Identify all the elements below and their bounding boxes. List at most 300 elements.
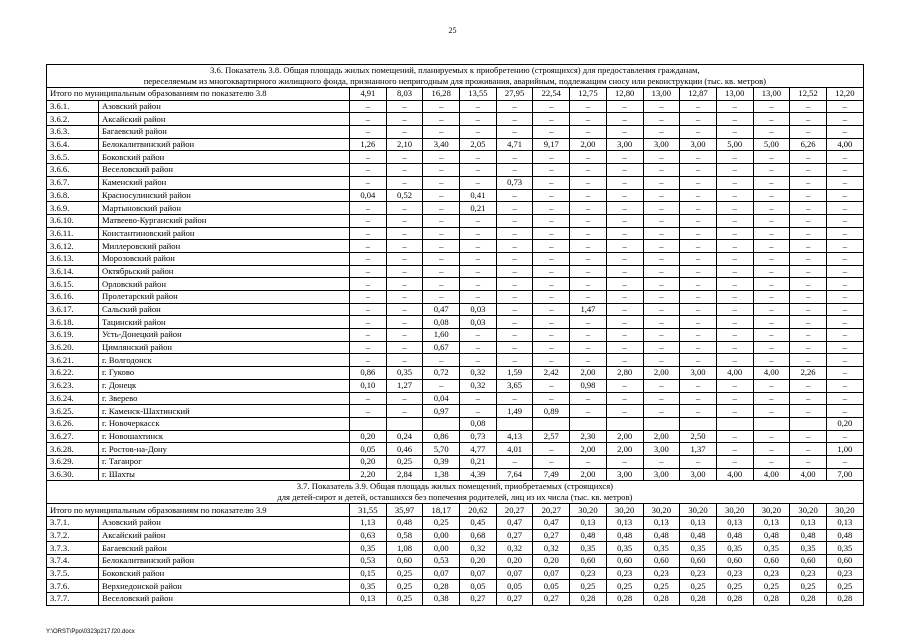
row-value: –	[460, 214, 497, 227]
row-value: 0,13	[643, 517, 680, 530]
row-value: 0,28	[606, 593, 643, 606]
row-value: –	[716, 278, 753, 291]
row-value: –	[716, 227, 753, 240]
row-value: –	[826, 341, 863, 354]
row-value: 0,35	[716, 542, 753, 555]
row-value	[350, 417, 387, 430]
row-code: 3.6.8.	[47, 189, 99, 202]
row-value: –	[350, 278, 387, 291]
row-value: –	[460, 164, 497, 177]
row-name: Багаевский район	[99, 126, 350, 139]
row-value: –	[753, 214, 790, 227]
row-value: 0,07	[496, 567, 533, 580]
row-value: –	[680, 113, 717, 126]
row-value: 0,35	[643, 542, 680, 555]
table-row	[47, 303, 864, 316]
row-name: Веселовский район	[99, 593, 350, 606]
row-value: –	[533, 291, 570, 304]
row-name: г. Зверево	[99, 392, 350, 405]
table-row	[47, 214, 864, 227]
row-value: 0,07	[533, 567, 570, 580]
row-value: –	[790, 252, 827, 265]
table-row	[47, 542, 864, 555]
row-value: 0,23	[606, 567, 643, 580]
row-name: Верхнедонской район	[99, 580, 350, 593]
row-value: –	[716, 303, 753, 316]
row-value: –	[716, 329, 753, 342]
row-value: –	[680, 329, 717, 342]
row-value: 1,49	[496, 405, 533, 418]
total-value: 30,20	[606, 504, 643, 517]
row-value: 0,48	[753, 529, 790, 542]
row-code: 3.6.19.	[47, 329, 99, 342]
row-value: –	[350, 151, 387, 164]
row-value: –	[570, 240, 607, 253]
row-value: 0,13	[680, 517, 717, 530]
row-code: 3.6.18.	[47, 316, 99, 329]
row-value: –	[680, 214, 717, 227]
row-value: –	[826, 367, 863, 380]
row-value: 0,25	[386, 567, 423, 580]
total-value: 16,28	[423, 88, 460, 101]
row-value: –	[386, 240, 423, 253]
row-value: –	[386, 316, 423, 329]
row-value: 0,05	[460, 580, 497, 593]
row-value: –	[386, 113, 423, 126]
row-value: –	[643, 202, 680, 215]
row-value: –	[606, 113, 643, 126]
row-value: –	[423, 379, 460, 392]
row-value: –	[753, 455, 790, 468]
row-value: –	[386, 354, 423, 367]
row-code: 3.6.21.	[47, 354, 99, 367]
row-value: –	[643, 392, 680, 405]
table-row	[47, 240, 864, 253]
row-value: 1,60	[423, 329, 460, 342]
row-value: –	[753, 354, 790, 367]
section-title-line: 3.7. Показатель 3.9. Общая площадь жилых помещений, приобретаемых (строящихся)	[296, 481, 614, 492]
row-value: –	[790, 303, 827, 316]
row-value: –	[460, 252, 497, 265]
row-value: –	[533, 214, 570, 227]
row-value: –	[496, 189, 533, 202]
row-value: –	[643, 329, 680, 342]
row-value: 0,60	[680, 555, 717, 568]
row-name: Октябрьский район	[99, 265, 350, 278]
row-value: 0,48	[606, 529, 643, 542]
row-value: –	[716, 176, 753, 189]
row-value: –	[570, 151, 607, 164]
section-title-line: переселяемым из многоквартирного жилищного фонда, признанного непригодным для проживания, аварийным, подлежащим сносу или реконструкции (тыс. кв. метров)	[143, 76, 767, 86]
row-value: –	[753, 392, 790, 405]
row-value: –	[790, 291, 827, 304]
row-value: 1,37	[680, 443, 717, 456]
row-code: 3.6.14.	[47, 265, 99, 278]
row-value: 0,28	[570, 593, 607, 606]
row-value: –	[606, 100, 643, 113]
row-value: 7,49	[533, 468, 570, 481]
total-value: 13,00	[716, 88, 753, 101]
row-value: 0,97	[423, 405, 460, 418]
row-value: –	[716, 392, 753, 405]
row-value: 2,00	[570, 367, 607, 380]
row-value: –	[716, 265, 753, 278]
table-row	[47, 278, 864, 291]
row-name: Азовский район	[99, 517, 350, 530]
total-value: 13,00	[643, 88, 680, 101]
row-value: 0,20	[826, 417, 863, 430]
row-code: 3.6.24.	[47, 392, 99, 405]
row-value: 0,00	[423, 542, 460, 555]
row-value: –	[496, 265, 533, 278]
row-name: Морозовский район	[99, 252, 350, 265]
section-title	[47, 65, 864, 88]
row-value: –	[570, 329, 607, 342]
row-value: 0,86	[350, 367, 387, 380]
row-name: Тацинский район	[99, 316, 350, 329]
row-value: 0,38	[423, 593, 460, 606]
row-value: –	[606, 252, 643, 265]
row-value: 4,39	[460, 468, 497, 481]
row-value: –	[570, 455, 607, 468]
row-value: –	[753, 126, 790, 139]
row-value: –	[826, 316, 863, 329]
row-value: –	[790, 176, 827, 189]
row-value: –	[350, 341, 387, 354]
row-name: г. Гуково	[99, 367, 350, 380]
row-value: –	[680, 252, 717, 265]
total-value: 13,00	[753, 88, 790, 101]
table-row	[47, 529, 864, 542]
row-value: –	[753, 265, 790, 278]
row-value: –	[790, 354, 827, 367]
row-value: –	[753, 379, 790, 392]
row-value: –	[790, 430, 827, 443]
table-row	[47, 417, 864, 430]
row-value: –	[826, 227, 863, 240]
row-value: 2,00	[570, 468, 607, 481]
row-value: 0,32	[496, 542, 533, 555]
row-value: 0,32	[533, 542, 570, 555]
row-value: –	[606, 176, 643, 189]
row-value: 3,00	[680, 367, 717, 380]
row-value: –	[753, 100, 790, 113]
row-value: 0,00	[423, 529, 460, 542]
total-value: 30,20	[680, 504, 717, 517]
total-value: 12,87	[680, 88, 717, 101]
row-value: –	[753, 113, 790, 126]
row-value: 0,28	[423, 580, 460, 593]
row-value: –	[606, 303, 643, 316]
row-value: 0,47	[533, 517, 570, 530]
row-name: Боковский район	[99, 567, 350, 580]
row-value: –	[753, 405, 790, 418]
row-value: 0,25	[716, 580, 753, 593]
row-value: 0,28	[716, 593, 753, 606]
row-value: 3,00	[680, 468, 717, 481]
row-value: –	[423, 126, 460, 139]
row-value: 0,03	[460, 316, 497, 329]
row-value: –	[460, 354, 497, 367]
row-value: 0,23	[826, 567, 863, 580]
row-value: 0,60	[386, 555, 423, 568]
row-value: –	[716, 291, 753, 304]
row-value: –	[680, 392, 717, 405]
row-value: –	[680, 189, 717, 202]
row-value: –	[680, 240, 717, 253]
row-value: 0,35	[753, 542, 790, 555]
row-value: –	[386, 252, 423, 265]
row-value: 1,26	[350, 138, 387, 151]
row-value: –	[826, 126, 863, 139]
row-value: –	[460, 341, 497, 354]
row-value: –	[350, 100, 387, 113]
row-value: –	[570, 227, 607, 240]
row-value: –	[606, 379, 643, 392]
row-value: –	[386, 303, 423, 316]
row-value: –	[716, 214, 753, 227]
row-value: –	[753, 227, 790, 240]
row-value: –	[423, 291, 460, 304]
row-value: –	[753, 443, 790, 456]
row-value: 0,27	[533, 593, 570, 606]
row-value: –	[716, 252, 753, 265]
row-value: –	[533, 100, 570, 113]
row-value: 2,00	[643, 367, 680, 380]
table-row	[47, 517, 864, 530]
row-value: 4,00	[716, 367, 753, 380]
row-value: –	[826, 265, 863, 278]
row-value: 0,10	[350, 379, 387, 392]
row-value: –	[826, 151, 863, 164]
row-value: 0,73	[496, 176, 533, 189]
row-value: –	[606, 341, 643, 354]
row-value: –	[716, 430, 753, 443]
row-name: г. Новошахтинск	[99, 430, 350, 443]
row-value: 4,00	[753, 468, 790, 481]
row-value	[570, 417, 607, 430]
row-code: 3.6.16.	[47, 291, 99, 304]
row-value: –	[643, 176, 680, 189]
row-value: –	[790, 227, 827, 240]
row-value: –	[753, 252, 790, 265]
row-value	[643, 417, 680, 430]
row-value: 0,86	[423, 430, 460, 443]
page-number: 25	[448, 26, 457, 35]
row-value: –	[423, 265, 460, 278]
row-code: 3.6.15.	[47, 278, 99, 291]
row-value: –	[423, 240, 460, 253]
row-value: –	[533, 189, 570, 202]
row-code: 3.7.6.	[47, 580, 99, 593]
row-value: –	[570, 189, 607, 202]
row-code: 3.6.1.	[47, 100, 99, 113]
row-value: 0,32	[460, 542, 497, 555]
row-value: 0,23	[790, 567, 827, 580]
row-value: 2,30	[570, 430, 607, 443]
row-value: –	[643, 252, 680, 265]
row-value: –	[496, 100, 533, 113]
row-value: 0,21	[460, 202, 497, 215]
row-value: –	[570, 278, 607, 291]
row-value: –	[643, 291, 680, 304]
table-row	[47, 354, 864, 367]
row-value: –	[496, 329, 533, 342]
row-code: 3.6.17.	[47, 303, 99, 316]
row-value: –	[753, 430, 790, 443]
row-name: Цимлянский район	[99, 341, 350, 354]
row-value: –	[753, 291, 790, 304]
total-value: 27,95	[496, 88, 533, 101]
row-value: 0,63	[350, 529, 387, 542]
row-value: –	[350, 392, 387, 405]
total-value: 13,55	[460, 88, 497, 101]
table-row	[47, 265, 864, 278]
section-title-line: 3.6. Показатель 3.8. Общая площадь жилых помещений, планируемых к приобретению (строящихся) для предоставления гражданам,	[210, 65, 700, 75]
row-value: –	[350, 405, 387, 418]
row-value: –	[423, 278, 460, 291]
row-name: г. Каменск-Шахтинский	[99, 405, 350, 418]
row-value: –	[460, 329, 497, 342]
total-value: 30,20	[790, 504, 827, 517]
row-value: 0,13	[716, 517, 753, 530]
row-value: –	[496, 164, 533, 177]
row-value: 0,13	[753, 517, 790, 530]
row-code: 3.6.26.	[47, 417, 99, 430]
row-value: –	[570, 113, 607, 126]
row-value: –	[570, 354, 607, 367]
row-value: –	[460, 126, 497, 139]
total-value: 18,17	[423, 504, 460, 517]
row-value: –	[533, 151, 570, 164]
row-value: 0,05	[496, 580, 533, 593]
row-value: –	[790, 455, 827, 468]
row-value: 0,04	[423, 392, 460, 405]
row-value: –	[386, 278, 423, 291]
table-row	[47, 367, 864, 380]
row-value	[386, 417, 423, 430]
row-value: 4,13	[496, 430, 533, 443]
row-value: –	[533, 164, 570, 177]
row-value: 0,23	[643, 567, 680, 580]
row-value: –	[386, 265, 423, 278]
row-value: –	[826, 100, 863, 113]
row-value: 0,35	[350, 542, 387, 555]
row-value: –	[350, 202, 387, 215]
row-value: –	[496, 126, 533, 139]
row-value: 0,28	[790, 593, 827, 606]
row-value: –	[716, 151, 753, 164]
row-value: 5,00	[716, 138, 753, 151]
row-name: Белокалитвинский район	[99, 138, 350, 151]
row-code: 3.6.9.	[47, 202, 99, 215]
row-value: –	[496, 227, 533, 240]
row-value: –	[570, 164, 607, 177]
row-value: –	[643, 354, 680, 367]
row-value: –	[643, 100, 680, 113]
row-value: –	[423, 151, 460, 164]
row-value: 2,42	[533, 367, 570, 380]
row-value: –	[716, 100, 753, 113]
row-value: 0,25	[570, 580, 607, 593]
table-row	[47, 405, 864, 418]
row-value: 0,53	[423, 555, 460, 568]
total-value: 30,20	[753, 504, 790, 517]
row-value: –	[716, 189, 753, 202]
row-value: –	[606, 227, 643, 240]
row-value: 0,20	[496, 555, 533, 568]
row-value: 1,00	[826, 443, 863, 456]
row-name: Веселовский район	[99, 164, 350, 177]
row-value: –	[460, 278, 497, 291]
total-value: 30,20	[570, 504, 607, 517]
table-row	[47, 176, 864, 189]
row-value	[753, 417, 790, 430]
row-value: 0,27	[460, 593, 497, 606]
row-value: –	[790, 202, 827, 215]
row-value: –	[423, 189, 460, 202]
row-code: 3.6.12.	[47, 240, 99, 253]
row-value: –	[386, 227, 423, 240]
row-name: Боковский район	[99, 151, 350, 164]
row-value: 0,41	[460, 189, 497, 202]
section-title-line: для детей-сирот и детей, оставшихся без попечения родителей, лиц из их числа (тыс. кв. метров)	[277, 492, 633, 503]
row-value: –	[790, 126, 827, 139]
row-value: –	[790, 316, 827, 329]
row-value: –	[350, 113, 387, 126]
row-value: –	[460, 227, 497, 240]
row-value: –	[606, 405, 643, 418]
row-value: 0,25	[643, 580, 680, 593]
row-value: –	[680, 126, 717, 139]
row-value: –	[753, 202, 790, 215]
row-value: –	[496, 151, 533, 164]
row-value: 0,25	[753, 580, 790, 593]
row-value: 0,13	[790, 517, 827, 530]
row-value: 0,08	[460, 417, 497, 430]
row-value	[496, 417, 533, 430]
row-value: –	[533, 113, 570, 126]
row-value: –	[606, 265, 643, 278]
row-value: –	[606, 278, 643, 291]
table-row	[47, 189, 864, 202]
row-value: 0,35	[826, 542, 863, 555]
row-value: –	[826, 202, 863, 215]
row-value: –	[716, 443, 753, 456]
row-code: 3.6.3.	[47, 126, 99, 139]
row-value: –	[533, 278, 570, 291]
row-value: 0,39	[423, 455, 460, 468]
row-value: –	[606, 214, 643, 227]
row-value: –	[570, 392, 607, 405]
row-value: –	[753, 329, 790, 342]
row-code: 3.6.25.	[47, 405, 99, 418]
row-value: –	[423, 113, 460, 126]
row-value: 0,23	[570, 567, 607, 580]
row-value: –	[826, 278, 863, 291]
row-value: 0,23	[680, 567, 717, 580]
row-value: –	[826, 354, 863, 367]
total-value: 8,03	[386, 88, 423, 101]
row-value: –	[826, 240, 863, 253]
row-value: –	[460, 100, 497, 113]
row-value: –	[386, 164, 423, 177]
row-value: –	[350, 316, 387, 329]
row-value: 3,00	[606, 468, 643, 481]
row-value: 2,00	[570, 138, 607, 151]
row-value: –	[643, 240, 680, 253]
row-value: 0,28	[826, 593, 863, 606]
